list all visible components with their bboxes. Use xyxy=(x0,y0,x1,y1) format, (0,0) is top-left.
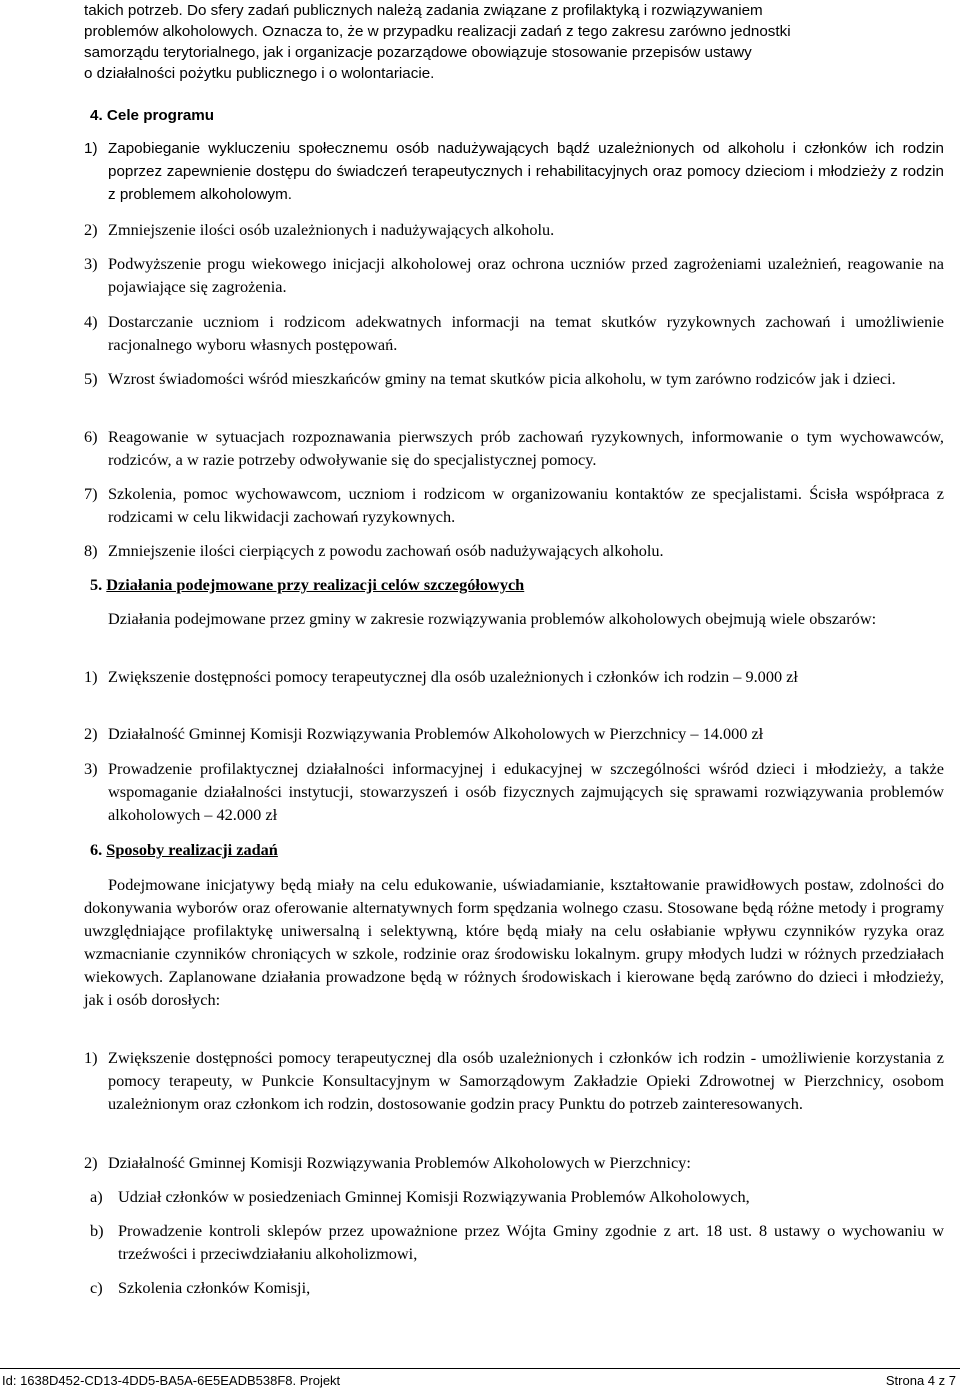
item-letter: b) xyxy=(90,1221,104,1240)
list-item xyxy=(84,539,944,562)
sub-list-item xyxy=(90,1276,944,1299)
item-number: 2) xyxy=(84,220,98,239)
list-item xyxy=(84,1046,944,1115)
section-title: Działania podejmowane przy realizacji celów szczegółowych xyxy=(106,575,525,594)
section-number: 6. xyxy=(90,840,103,859)
list-item xyxy=(84,722,944,745)
page-number: Strona 4 z 7 xyxy=(885,1373,956,1388)
section-4-heading xyxy=(90,104,214,127)
item-number: 4) xyxy=(84,312,98,331)
item-letter: a) xyxy=(90,1187,103,1206)
section-title: Cele programu xyxy=(106,107,215,124)
item-text: Zmniejszenie ilości cierpiących z powodu zachowań osób nadużywających alkoholu. xyxy=(108,541,664,560)
item-text: Szkolenia, pomoc wychowawcom, uczniom i rodzicom w organizowaniu kontaktów ze specjalistami. Ścisła współpraca z rodzicami w celu likwidacji zachowań ryzykownych. xyxy=(108,484,944,526)
sub-list-item xyxy=(90,1219,944,1265)
section-6-intro: Podejmowane inicjatywy będą miały na celu edukowanie, uświadamianie, kształtowanie prawidłowych postaw, zdolności do dokonywania wyborów oraz oferowanie alternatywnych form spędzania wolnego czasu. Stosowane będą różne metody i programy uwzględniające profilaktykę uniwersalną i selektywną, które będą miały na celu osłabianie wpływu czynników ryzyka oraz wzmacnianie czynników chroniących w szkole, rodzinie oraz środowisku lokalnym. grupy młodych ludzi w różnych przedziałach wiekowych. Zaplanowane działania prowadzone będą w różnych środowiskach i kierowane będą zarówno do dzieci i młodzieży, jak i osób dorosłych: xyxy=(84,875,944,1009)
list-item xyxy=(84,757,944,826)
item-number: 3) xyxy=(84,759,98,778)
item-number: 2) xyxy=(84,1153,98,1172)
item-text: Zapobieganie wykluczeniu społecznemu osób nadużywających bądź uzależnionych od alkoholu i członków ich rodzin poprzez zapewnienie dostępu do świadczeń terapeutycznych i rehabilitacyjnych oraz pomocy dzieciom i młodzieży z rodzin z problemem alkoholowym. xyxy=(108,140,944,203)
section-6-heading xyxy=(90,838,278,861)
document-id: Id: 1638D452-CD13-4DD5-BA5A-6E5EADB538F8. Projekt xyxy=(2,1373,341,1388)
list-item xyxy=(84,218,944,241)
item-number: 8) xyxy=(84,541,98,560)
sub-list-item xyxy=(90,1185,944,1208)
item-number: 1) xyxy=(84,140,98,157)
intro-paragraph xyxy=(84,0,944,84)
item-text: Zmniejszenie ilości osób uzależnionych i nadużywających alkoholu. xyxy=(108,220,555,239)
section-number: 5. xyxy=(90,575,103,594)
intro-line: problemów alkoholowych. Oznacza to, że w przypadku realizacji zadań z tego zakresu zarówno jednostki xyxy=(84,23,791,40)
item-number: 5) xyxy=(84,369,98,388)
item-number: 6) xyxy=(84,427,98,446)
section-5-heading xyxy=(90,573,524,596)
section-5-intro: Działania podejmowane przez gminy w zakresie rozwiązywania problemów alkoholowych obejmują wiele obszarów: xyxy=(108,609,877,628)
list-item xyxy=(84,310,944,356)
item-text: Wzrost świadomości wśród mieszkańców gminy na temat skutków picia alkoholu, w tym zarówno rodziców jak i dzieci. xyxy=(108,369,896,388)
item-letter: c) xyxy=(90,1278,103,1297)
list-item xyxy=(84,137,944,206)
item-number: 7) xyxy=(84,484,98,503)
item-text: Prowadzenie kontroli sklepów przez upoważnione przez Wójta Gminy zgodnie z art. 18 ust. 8 ustawy o wychowaniu w trzeźwości i przeciwdziałaniu alkoholizmowi, xyxy=(118,1221,944,1263)
intro-line: o działalności pożytku publicznego i o wolontariacie. xyxy=(84,65,435,82)
item-text: Udział członków w posiedzeniach Gminnej Komisji Rozwiązywania Problemów Alkoholowych, xyxy=(118,1187,750,1206)
item-number: 3) xyxy=(84,254,98,273)
intro-line: takich potrzeb. Do sfery zadań publicznych należą zadania związane z profilaktyką i rozwiązywaniem xyxy=(84,2,763,19)
item-text: Podwyższenie progu wiekowego inicjacji alkoholowej oraz ochrona uczniów przed zagrożeniami uzależnień, reagowanie na pojawiające się zagrożenia. xyxy=(108,254,944,296)
item-number: 2) xyxy=(84,724,98,743)
item-text: Dostarczanie uczniom i rodzicom adekwatnych informacji na temat skutków ryzykownych zachowań i umożliwienie racjonalnego wyboru własnych postępowań. xyxy=(108,312,944,354)
list-item xyxy=(84,252,944,298)
footer-divider xyxy=(0,1368,960,1369)
item-number: 1) xyxy=(84,1048,98,1067)
list-item xyxy=(84,367,944,390)
item-text: Reagowanie w sytuacjach rozpoznawania pierwszych prób zachowań ryzykownych, informowanie o tym wychowawców, rodziców, a w razie potrzeby odwoływanie się do specjalistycznej pomocy. xyxy=(108,427,944,469)
item-text: Działalność Gminnej Komisji Rozwiązywania Problemów Alkoholowych w Pierzchnicy – 14.000 zł xyxy=(108,724,764,743)
intro-line: samorządu terytorialnego, jak i organizacje pozarządowe obowiązuje stosowanie przepisów ustawy xyxy=(84,44,752,61)
item-text: Szkolenia członków Komisji, xyxy=(118,1278,311,1297)
list-item xyxy=(84,665,944,688)
item-number: 1) xyxy=(84,667,98,686)
item-text: Działalność Gminnej Komisji Rozwiązywania Problemów Alkoholowych w Pierzchnicy: xyxy=(108,1153,691,1172)
list-item xyxy=(84,425,944,471)
item-text: Zwiększenie dostępności pomocy terapeutycznej dla osób uzależnionych i członków ich rodzin - umożliwienie korzystania z pomocy terapeuty, w Punkcie Konsultacyjnym w Samorządowym Zakładzie Opieki Zdrowotnej w Pierzchnicy, osobom uzależnionym oraz członkom ich rodzin, dostosowanie godzin pracy Punktu do potrzeb zainteresowanych. xyxy=(108,1048,944,1113)
section-number: 4. xyxy=(90,107,103,124)
section-title: Sposoby realizacji zadań xyxy=(106,840,278,859)
list-item xyxy=(84,482,944,528)
list-item xyxy=(84,1151,944,1174)
item-text: Prowadzenie profilaktycznej działalności informacyjnej i edukacyjnej w szczególności wśród dzieci i młodzieży, a także wspomaganie działalności instytucji, stowarzyszeń i osób fizycznych zajmujących się sprawami rozwiązywania problemów alkoholowych – 42.000 zł xyxy=(108,759,944,824)
item-text: Zwiększenie dostępności pomocy terapeutycznej dla osób uzależnionych i członków ich rodzin – 9.000 zł xyxy=(108,667,798,686)
